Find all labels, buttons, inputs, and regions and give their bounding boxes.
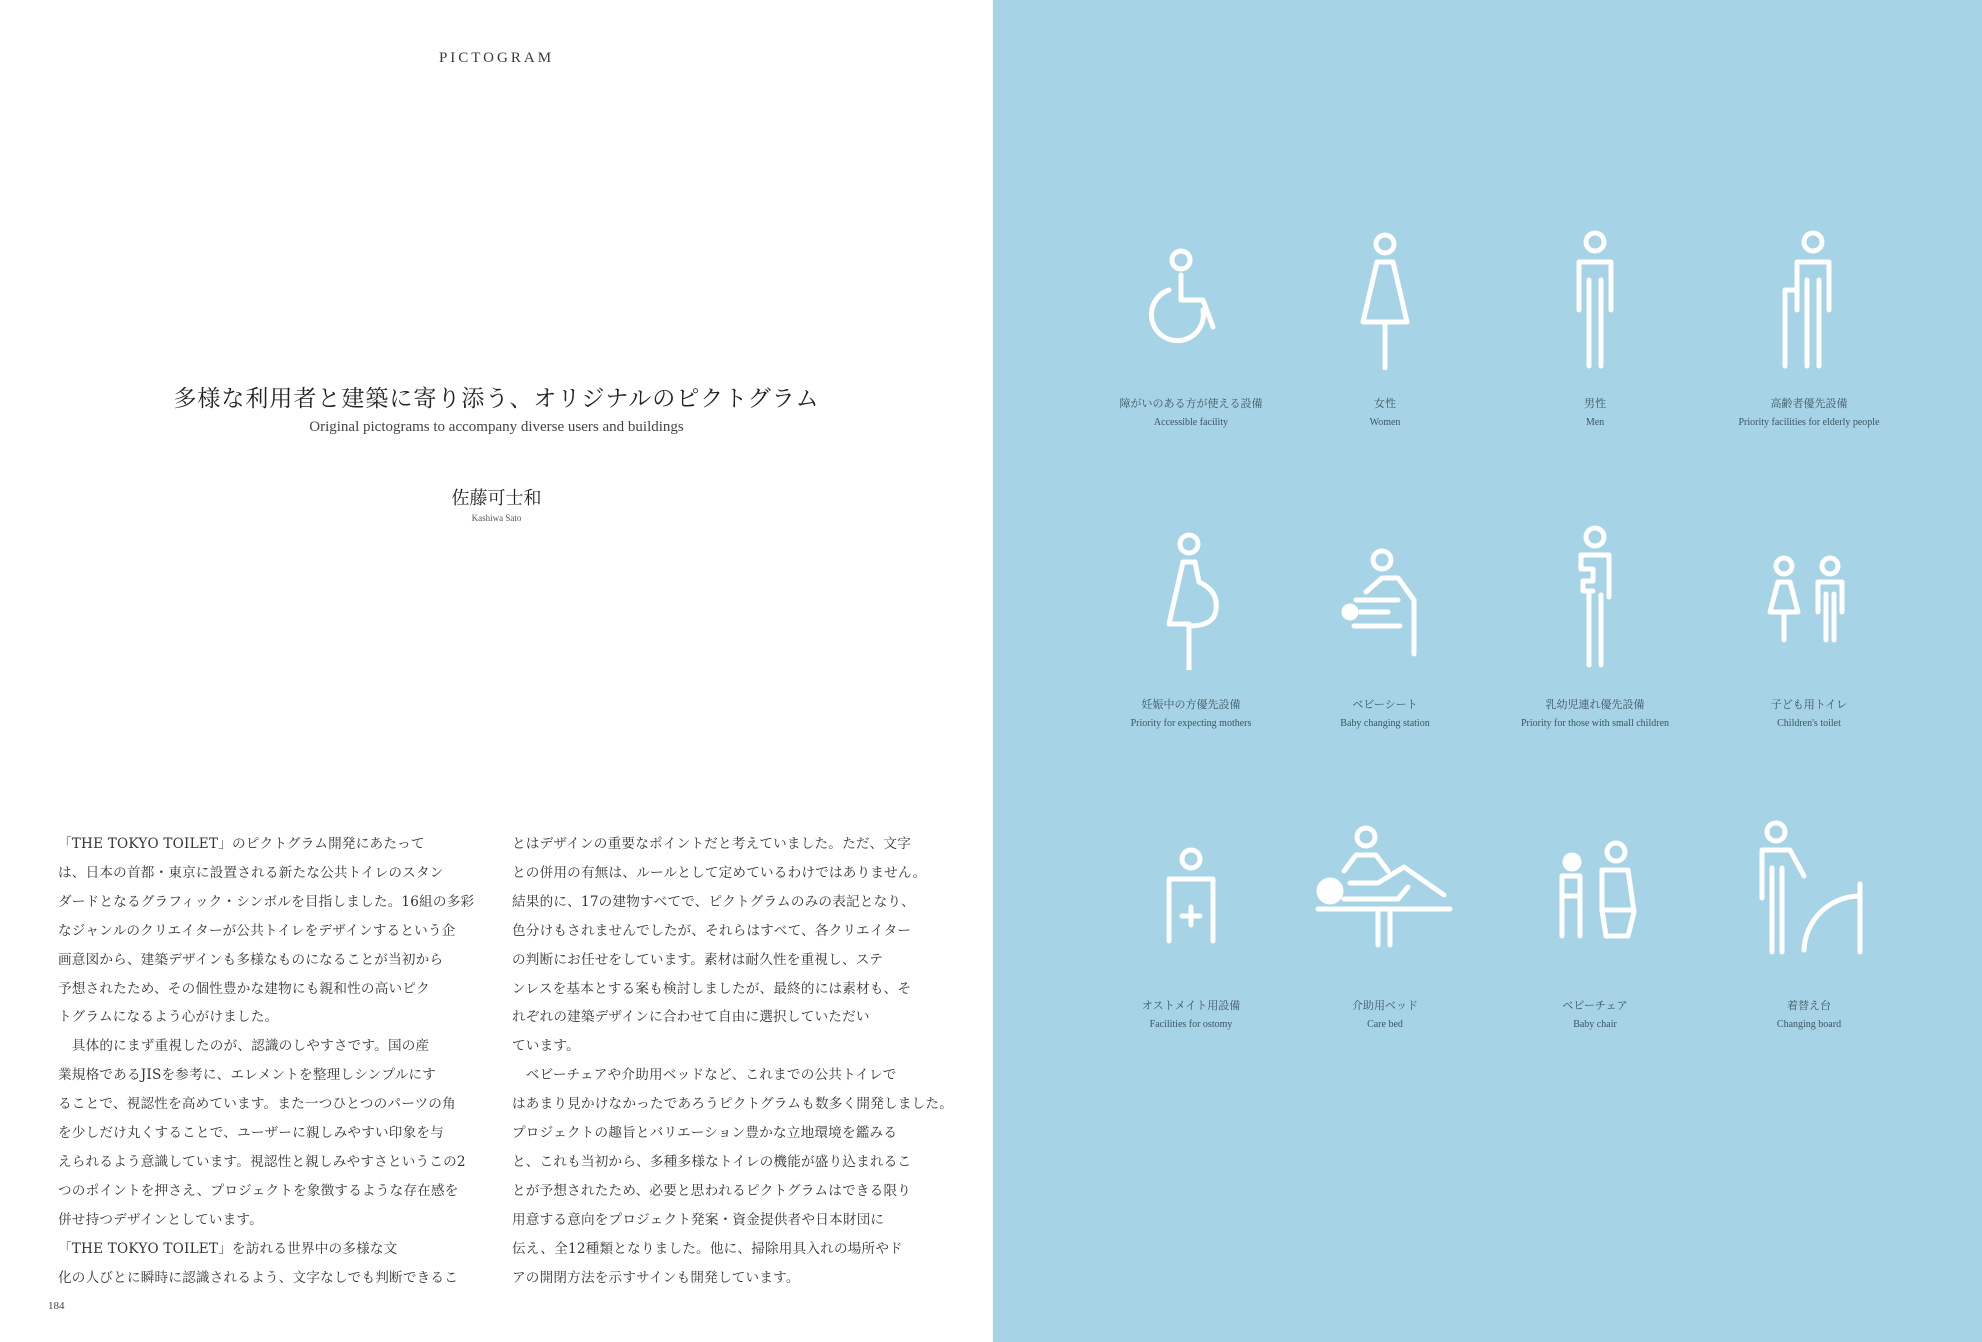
pictogram-label-en: Children's toilet [1777,718,1841,729]
body-line: ることで、視認性を高めています。また一つひとつのパーツの角 [58,1096,456,1113]
care-bed-icon [1280,823,1490,953]
children-icon [1704,550,1914,650]
pictogram-label-en: Priority for those with small children [1520,718,1670,729]
body-line: プロジェクトの趣旨とバリエーション豊かな立地環境を鑑みる [512,1125,898,1142]
title-japanese: 多様な利用者と建築に寄り添う、オリジナルのピクトグラム [173,386,820,412]
body-line: ンレスを基本とする案も検討しましたが、最終的には素材も、そ [512,980,912,997]
woman-icon [1280,230,1490,370]
pictogram-label-en: Priority for expecting mothers [1130,718,1252,729]
body-line: 業規格であるJISを参考に、エレメントを整理しシンプルにす [58,1067,437,1084]
pictogram-children [1704,550,1914,729]
pictogram-label-ja: 障がいのある方が使える設備 [1119,397,1263,410]
body-line: はあまり見かけなかったであろうピクトグラムも数多く開発しました。 [512,1096,953,1113]
author-japanese: 佐藤可士和 [451,488,542,509]
baby-chair-icon [1490,840,1700,950]
body-line: トグラムになるよう心がけました。 [58,1009,279,1026]
body-line: 併せ持つデザインとしています。 [58,1211,263,1228]
pictogram-label-ja: 乳幼児連れ優先設備 [1545,698,1645,711]
body-line: ベビーチェアや介助用ベッドなど、これまでの公共トイレで [512,1067,897,1084]
body-line: 結果的に、17の建物すべてで、ピクトグラムのみの表記となり、 [512,893,915,910]
pictogram-label-ja: 男性 [1584,397,1606,410]
byline [0,484,993,523]
elderly-person-icon [1704,230,1914,370]
pictogram-label-en: Women [1369,417,1401,428]
pictogram-pregnant [1086,530,1296,729]
body-line: 「THE TOKYO TOILET」のピクトグラム開発にあたって [58,836,425,852]
body-line: 用意する意向をプロジェクト発案・資金提供者や日本財団に [512,1211,885,1228]
pictogram-label-en: Men [1585,417,1605,428]
pictogram-label-ja: 介助用ベッド [1352,999,1418,1012]
pictogram-panel [993,0,1982,1342]
body-line: との併用の有無は、ルールとして定めているわけではありません。 [512,864,927,881]
pictogram-baby-chair [1490,840,1700,1030]
pictogram-changing-board [1704,818,1914,1030]
pictogram-label-ja: 子ども用トイレ [1770,698,1848,711]
article-title [0,380,993,436]
body-line: 具体的にまず重視したのが、認識のしやすさです。国の産 [58,1038,430,1055]
pictogram-label-en: Baby changing station [1340,718,1430,729]
pictogram-label-ja: オストメイト用設備 [1141,999,1241,1012]
wheelchair-icon [1086,230,1296,360]
pictogram-men [1490,230,1700,428]
body-line: 「THE TOKYO TOILET」を訪れる世界中の多様な文 [58,1240,398,1257]
pictogram-accessible [1086,230,1296,428]
body-line: の判断にお任せをしています。素材は耐久性を重視し、ステ [512,951,884,968]
pictogram-parent-child [1490,525,1700,729]
body-line: なジャンルのクリエイターが公共トイレをデザインするという企 [58,922,456,939]
body-line: れぞれの建築デザインに合わせて自由に選択していただい [512,1009,870,1026]
body-line: 色分けもされませんでしたが、それらはすべて、各クリエイター [512,922,912,939]
pictogram-label-ja: 妊娠中の方優先設備 [1141,698,1241,711]
body-line: 予想されたため、その個性豊かな建物にも親和性の高いピク [58,980,430,997]
pictogram-label-ja: 高齢者優先設備 [1770,397,1848,410]
title-english: Original pictograms to accompany diverse users and buildings [309,419,684,435]
body-line: アの開閉方法を示すサインも開発しています。 [512,1269,800,1286]
changing-board-icon [1704,818,1914,958]
parent-with-child-icon [1490,525,1700,670]
pictogram-baby-changing [1280,530,1490,729]
pictogram-elderly [1704,230,1914,428]
page-number: 184 [48,1300,65,1312]
pictogram-grid [993,0,1982,1342]
pictogram-label-en: Baby chair [1573,1019,1617,1030]
pictogram-label-en: Accessible facility [1153,417,1229,428]
body-column-2 [512,830,953,1293]
body-line: ています。 [512,1038,580,1055]
baby-changing-icon [1280,530,1490,670]
body-line: えられるよう意識しています。視認性と親しみやすさというこの2 [58,1153,466,1170]
pictogram-label-ja: 着替え台 [1787,999,1831,1012]
pictogram-care-bed [1280,823,1490,1030]
body-line: 画意図から、建築デザインも多様なものになることが当初から [58,951,444,968]
body-line: とが予想されたため、必要と思われるピクトグラムはできる限り [512,1182,912,1199]
pictogram-ostomate [1086,845,1296,1030]
body-line: つのポイントを押さえ、プロジェクトを象徴するような存在感を [58,1182,459,1199]
pictogram-label-ja: ベビーチェア [1562,999,1628,1012]
man-icon [1490,230,1700,370]
body-line: を少しだけ丸くすることで、ユーザーに親しみやすい印象を与 [58,1125,444,1142]
author-english: Kashiwa Sato [471,513,522,523]
body-line: ダードとなるグラフィック・シンボルを目指しました。16組の多彩 [58,893,475,910]
body-line: 化の人びとに瞬時に認識されるよう、文字なしでも判断できるこ [58,1269,459,1286]
body-line: と、これも当初から、多種多様なトイレの機能が盛り込まれるこ [512,1153,912,1170]
pictogram-women [1280,230,1490,428]
pictogram-label-en: Priority facilities for elderly people [1738,417,1880,428]
body-line: とはデザインの重要なポイントだと考えていました。ただ、文字 [512,836,912,852]
ostomate-icon [1086,845,1296,945]
pictogram-label-en: Facilities for ostomy [1149,1019,1233,1030]
pregnant-woman-icon [1086,530,1296,670]
pictogram-label-en: Changing board [1776,1019,1842,1030]
pictogram-label-ja: 女性 [1374,397,1396,410]
body-line: は、日本の首都・東京に設置される新たな公共トイレのスタン [58,864,444,881]
pictogram-label-en: Care bed [1367,1019,1403,1030]
running-head: PICTOGRAM [438,50,555,66]
body-column-1 [58,830,478,1293]
body-line: 伝え、全12種類となりました。他に、掃除用具入れの場所やド [512,1240,903,1257]
pictogram-label-ja: ベビーシート [1352,698,1418,711]
